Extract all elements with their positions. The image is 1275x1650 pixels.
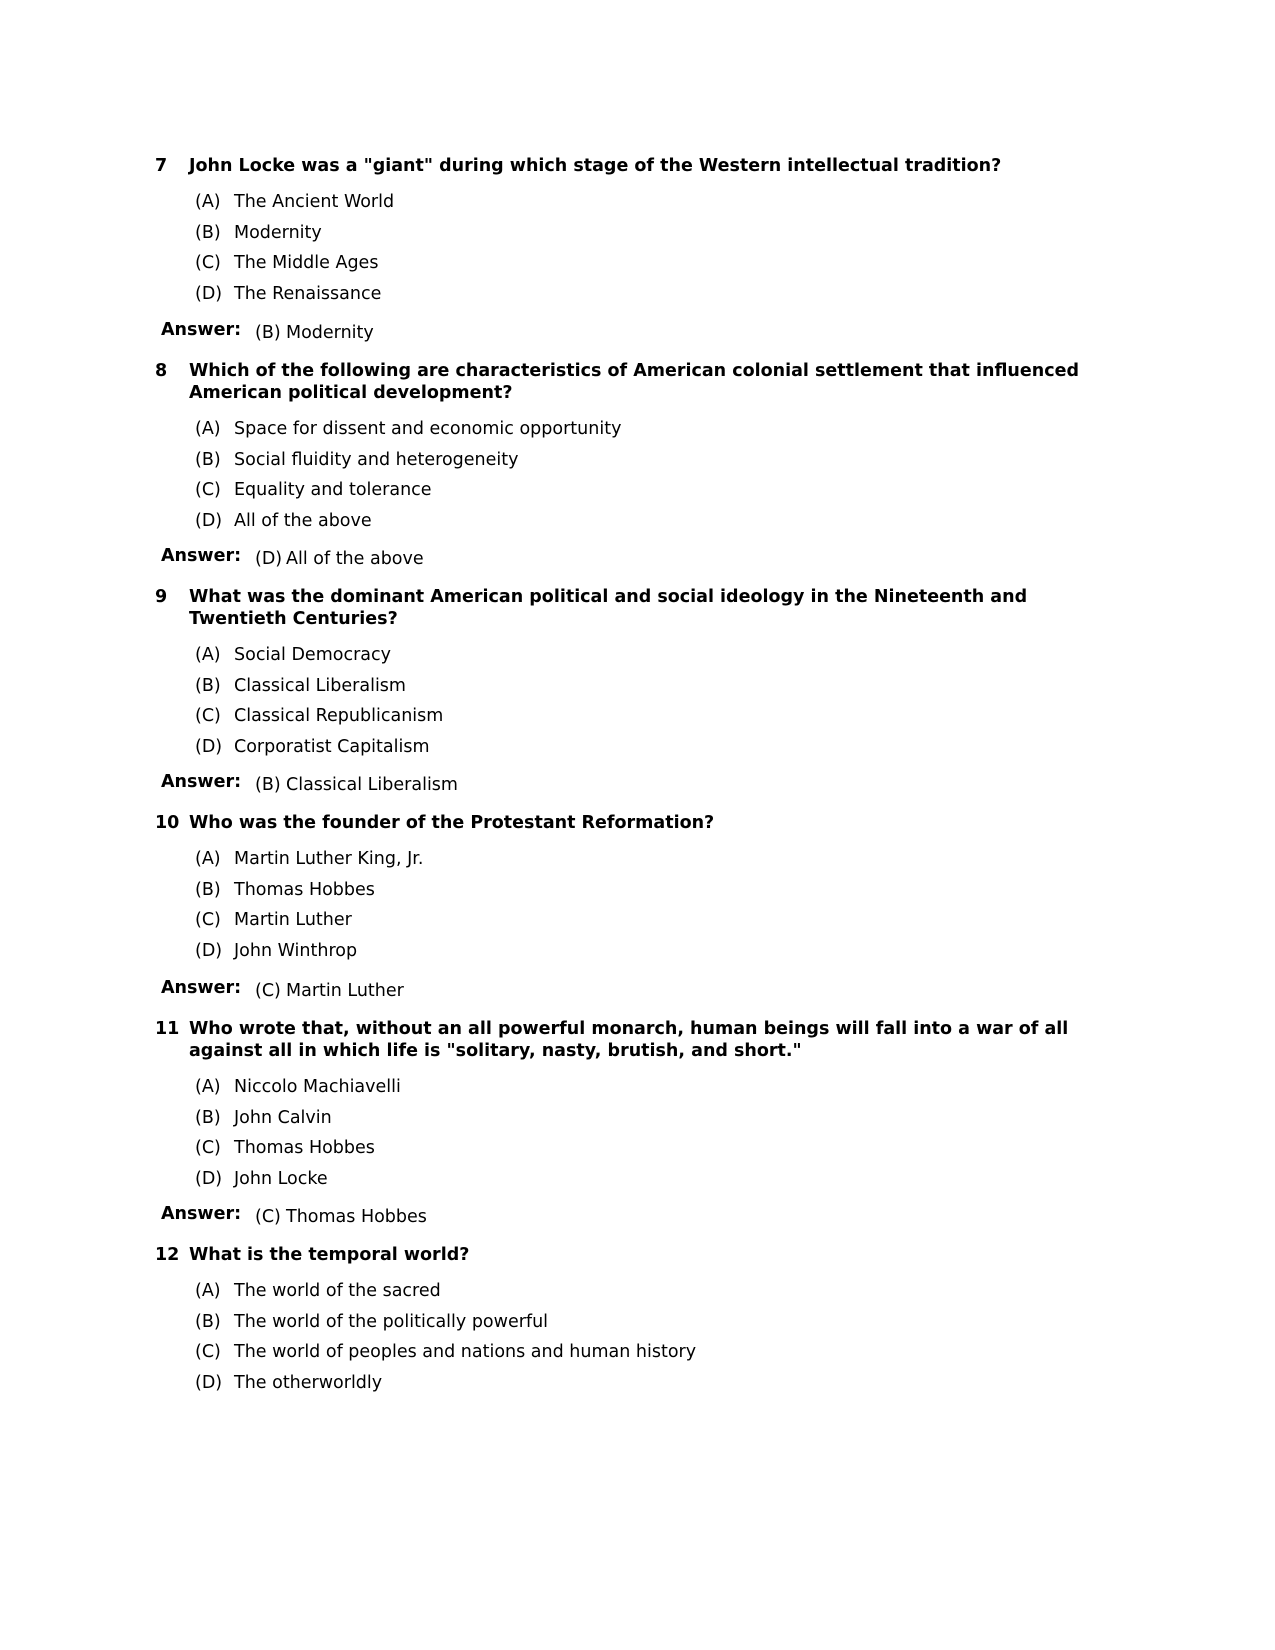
- option-c: [195, 252, 1105, 283]
- option-letter: (B): [195, 675, 221, 696]
- question-text: Who was the founder of the Protestant Reformation?: [189, 813, 715, 833]
- option-letter: (B): [195, 222, 221, 243]
- option-d: [195, 510, 1105, 541]
- option-letter: (B): [195, 879, 221, 900]
- answer-line: [161, 548, 424, 570]
- option-text: Equality and tolerance: [234, 480, 432, 501]
- answer-letter: (B): [255, 323, 281, 343]
- option-c: [195, 909, 1105, 940]
- question-text: What was the dominant American political and social ideology in the Nineteenth and Twentieth Centuries?: [189, 587, 1028, 629]
- answer-line: [161, 980, 404, 1002]
- question-block: [155, 586, 1105, 767]
- option-text: Modernity: [234, 222, 322, 243]
- option-text: Corporatist Capitalism: [234, 737, 430, 758]
- answer-letter: (D): [255, 549, 283, 569]
- option-list: [195, 848, 1105, 971]
- question-number: 11: [155, 1019, 180, 1039]
- option-text: The world of peoples and nations and human history: [234, 1342, 697, 1363]
- option-letter: (A): [195, 1077, 221, 1097]
- answer-label: Answer:: [161, 772, 242, 792]
- option-b: [195, 1311, 1105, 1342]
- option-list: [195, 191, 1105, 314]
- option-d: [195, 283, 1105, 314]
- answer-line: [161, 322, 374, 344]
- option-letter: (C): [195, 1342, 221, 1363]
- question-number: 10: [155, 813, 180, 833]
- answer-label: Answer:: [161, 546, 242, 566]
- answer-text: Martin Luther: [286, 981, 404, 1001]
- answer-label: Answer:: [161, 1204, 242, 1224]
- option-text: Social fluidity and heterogeneity: [234, 449, 519, 470]
- question-heading: [155, 155, 1105, 177]
- option-text: Thomas Hobbes: [234, 879, 375, 900]
- question-text: What is the temporal world?: [189, 1245, 470, 1265]
- option-text: Space for dissent and economic opportunity: [234, 419, 622, 439]
- option-b: [195, 449, 1105, 480]
- answer-letter: (C): [255, 981, 281, 1001]
- option-a: [195, 191, 1105, 222]
- answer-label: Answer:: [161, 978, 242, 998]
- option-text: John Winthrop: [234, 941, 358, 962]
- option-text: Thomas Hobbes: [234, 1138, 375, 1159]
- option-text: John Calvin: [234, 1107, 332, 1128]
- option-c: [195, 705, 1105, 736]
- option-text: Niccolo Machiavelli: [234, 1077, 401, 1097]
- answer-line: [161, 774, 458, 796]
- question-heading: [155, 1244, 1105, 1266]
- option-letter: (B): [195, 1107, 221, 1128]
- option-c: [195, 479, 1105, 510]
- question-text: Who wrote that, without an all powerful monarch, human beings will fall into a war of all against all in which life is "solitary, nasty, brutish, and short.": [189, 1019, 1069, 1061]
- option-letter: (A): [195, 419, 221, 439]
- option-letter: (D): [195, 284, 223, 305]
- option-a: [195, 848, 1105, 879]
- option-letter: (D): [195, 1169, 223, 1190]
- question-block: [155, 1018, 1105, 1199]
- option-c: [195, 1341, 1105, 1372]
- option-text: John Locke: [234, 1169, 328, 1190]
- option-text: The world of the sacred: [234, 1281, 441, 1301]
- answer-text: All of the above: [286, 549, 424, 569]
- option-text: The Ancient World: [234, 192, 395, 212]
- option-text: Martin Luther: [234, 910, 352, 931]
- question-heading: [155, 812, 1105, 834]
- option-text: Classical Republicanism: [234, 706, 444, 727]
- answer-letter: (B): [255, 775, 281, 795]
- answer-line: [161, 1206, 427, 1228]
- option-letter: (A): [195, 849, 221, 869]
- option-b: [195, 879, 1105, 910]
- option-list: [195, 644, 1105, 767]
- option-d: [195, 1372, 1105, 1403]
- question-block: [155, 155, 1105, 314]
- option-letter: (A): [195, 192, 221, 212]
- option-list: [195, 1280, 1105, 1403]
- option-a: [195, 418, 1105, 449]
- option-letter: (D): [195, 737, 223, 758]
- option-list: [195, 1076, 1105, 1199]
- option-b: [195, 1107, 1105, 1138]
- option-text: Classical Liberalism: [234, 675, 406, 696]
- option-text: The Middle Ages: [234, 253, 379, 274]
- option-letter: (C): [195, 1138, 221, 1159]
- option-b: [195, 675, 1105, 706]
- option-letter: (B): [195, 1311, 221, 1332]
- option-b: [195, 222, 1105, 253]
- question-number: 12: [155, 1245, 180, 1265]
- option-letter: (C): [195, 910, 221, 931]
- option-d: [195, 1168, 1105, 1199]
- option-letter: (C): [195, 706, 221, 727]
- question-text: John Locke was a "giant" during which stage of the Western intellectual tradition?: [189, 156, 1002, 176]
- option-letter: (A): [195, 645, 221, 665]
- option-letter: (D): [195, 511, 223, 532]
- option-letter: (C): [195, 253, 221, 274]
- option-c: [195, 1137, 1105, 1168]
- question-heading: [155, 586, 1105, 630]
- option-d: [195, 940, 1105, 971]
- option-list: [195, 418, 1105, 541]
- question-heading: [155, 1018, 1105, 1062]
- question-number: 9: [155, 587, 168, 607]
- answer-label: Answer:: [161, 320, 242, 340]
- option-text: The otherworldly: [234, 1373, 383, 1394]
- option-letter: (A): [195, 1281, 221, 1301]
- option-text: The world of the politically powerful: [234, 1311, 549, 1332]
- question-number: 7: [155, 156, 168, 176]
- option-a: [195, 1076, 1105, 1107]
- option-text: Martin Luther King, Jr.: [234, 849, 424, 869]
- option-a: [195, 644, 1105, 675]
- option-letter: (D): [195, 1373, 223, 1394]
- answer-text: Modernity: [286, 323, 374, 343]
- option-text: All of the above: [234, 511, 372, 532]
- option-letter: (B): [195, 449, 221, 470]
- question-heading: [155, 360, 1105, 404]
- option-d: [195, 736, 1105, 767]
- question-block: [155, 812, 1105, 971]
- option-a: [195, 1280, 1105, 1311]
- option-text: Social Democracy: [234, 645, 391, 665]
- question-text: Which of the following are characteristics of American colonial settlement that influenced American political development?: [189, 361, 1079, 403]
- answer-letter: (C): [255, 1207, 281, 1227]
- option-text: The Renaissance: [234, 284, 382, 305]
- question-block: [155, 1244, 1105, 1403]
- option-letter: (D): [195, 941, 223, 962]
- option-letter: (C): [195, 480, 221, 501]
- answer-text: Classical Liberalism: [286, 775, 458, 795]
- question-block: [155, 360, 1105, 541]
- question-number: 8: [155, 361, 168, 381]
- answer-text: Thomas Hobbes: [286, 1207, 427, 1227]
